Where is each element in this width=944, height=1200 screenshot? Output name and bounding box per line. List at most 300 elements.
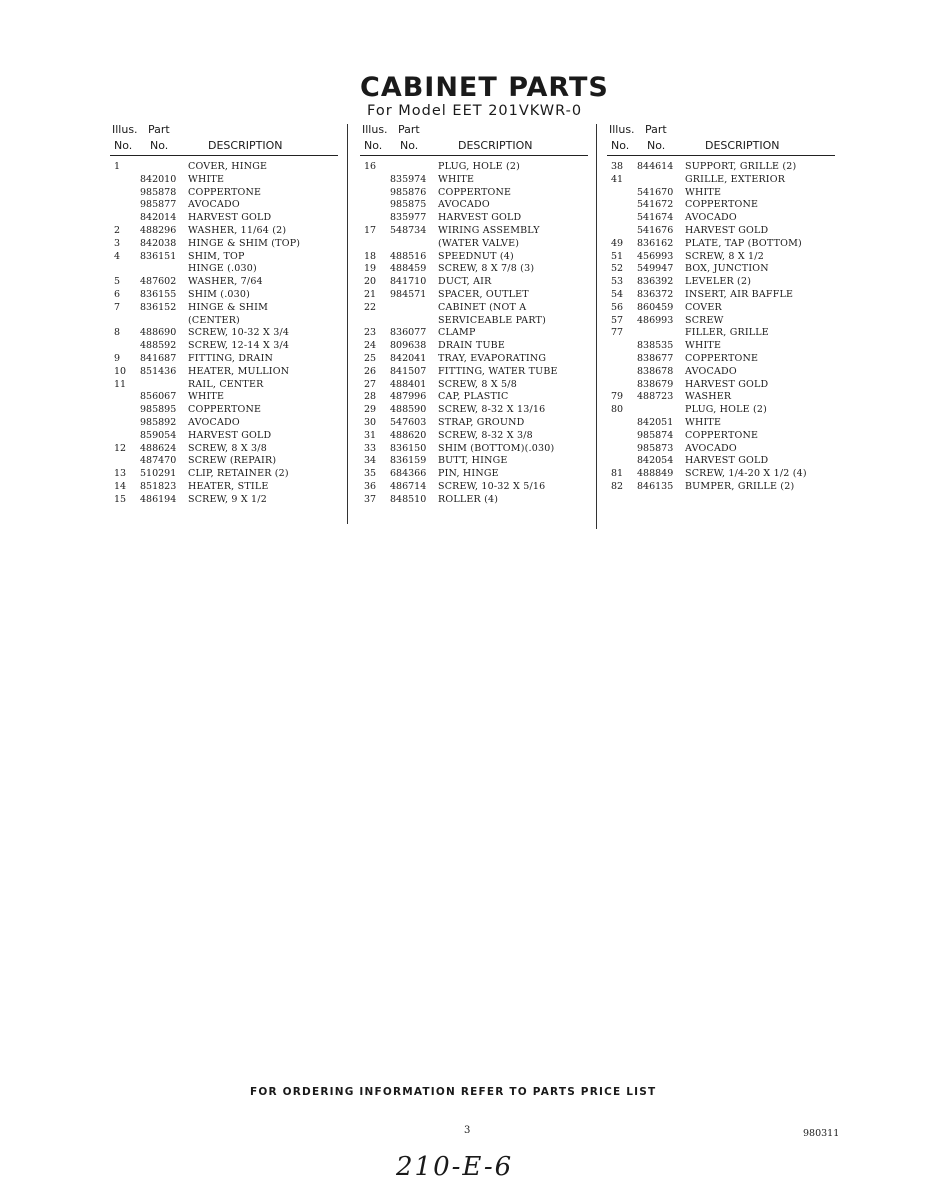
illus-number: 12 [114,442,127,454]
parts-row [110,212,338,225]
part-description: SCREW, 8 X 7/8 (3) [438,263,535,275]
illus-number: 79 [611,391,624,403]
header-description: DESCRIPTION [208,139,283,152]
parts-column-2 [360,121,588,507]
part-description: SHIM (BOTTOM)(.030) [438,442,555,454]
illus-number: 16 [364,161,377,172]
parts-rows [607,161,835,494]
illus-number: 25 [364,352,377,364]
parts-row [110,417,338,430]
part-description: INSERT, AIR BAFFLE [685,288,794,300]
parts-row [110,251,338,264]
part-description: COPPERTONE [685,429,759,441]
part-number: 985874 [637,429,674,441]
illus-number: 22 [364,301,377,313]
part-number: 549947 [637,263,674,275]
document-number: 980311 [803,1128,840,1139]
parts-row [110,404,338,417]
parts-row [607,302,835,315]
part-number: 842014 [140,212,177,224]
part-description: HARVEST GOLD [438,212,522,224]
part-description: STRAP, GROUND [438,416,525,428]
parts-row [110,315,338,328]
parts-row [110,327,338,340]
illus-number: 7 [114,301,121,313]
parts-row [110,494,338,507]
illus-number: 51 [611,250,624,262]
part-description: SCREW, 8-32 X 13/16 [438,404,546,416]
part-number: 486714 [390,480,427,492]
illus-number: 35 [364,468,377,480]
parts-row [360,404,588,417]
parts-row [607,199,835,212]
part-description: HARVEST GOLD [188,212,272,224]
illus-number: 82 [611,480,624,492]
illus-number: 9 [114,352,121,364]
part-number: 851436 [140,365,177,377]
parts-row [607,251,835,264]
part-number: 486993 [637,314,674,326]
part-description: WIRING ASSEMBLY [438,224,540,236]
part-description: ROLLER (4) [438,493,499,505]
illus-number: 21 [364,288,377,300]
header-part-no: No. [647,139,666,152]
parts-row [607,327,835,340]
part-description: CAP, PLASTIC [438,391,509,403]
parts-row [110,366,338,379]
parts-row [360,379,588,392]
parts-row [360,212,588,225]
parts-row [110,391,338,404]
part-number: 488624 [140,442,177,454]
parts-row [110,174,338,187]
parts-row [360,430,588,443]
part-number: 541672 [637,199,674,211]
parts-row [360,391,588,404]
part-number: 456993 [637,250,674,262]
part-description: WHITE [438,173,475,185]
part-number: 487470 [140,455,177,467]
parts-row [360,302,588,315]
part-description: HEATER, MULLION [188,365,290,377]
parts-row [110,161,338,174]
parts-row [360,340,588,353]
handwritten-note: 210-E-6 [396,1152,514,1182]
parts-row [360,353,588,366]
part-description: CABINET (NOT A [438,301,527,313]
part-number: 836162 [637,237,674,249]
part-description: (WATER VALVE) [438,237,520,249]
parts-row [360,161,588,174]
part-description: SCREW, 9 X 1/2 [188,493,267,505]
illus-number: 15 [114,493,127,505]
part-description: SUPPORT, GRILLE (2) [685,161,797,172]
part-description: DRAIN TUBE [438,340,505,352]
illus-number: 81 [611,468,624,480]
parts-row [360,225,588,238]
parts-row [360,455,588,468]
illus-number: 38 [611,161,624,172]
header-part-no: No. [400,139,419,152]
part-description: (CENTER) [188,314,240,326]
column-header [360,121,588,156]
part-description: HINGE & SHIM [188,301,269,313]
header-illus-no: No. [611,139,630,152]
part-number: 841507 [390,365,427,377]
parts-row [110,187,338,200]
part-description: FITTING, DRAIN [188,352,274,364]
part-description: DUCT, AIR [438,276,492,288]
part-number: 547603 [390,416,427,428]
parts-row [607,161,835,174]
part-number: 836372 [637,288,674,300]
parts-row [110,238,338,251]
part-number: 488590 [390,404,427,416]
part-number: 836159 [390,455,427,467]
parts-row [360,366,588,379]
part-description: WHITE [685,186,722,198]
part-number: 842010 [140,173,177,185]
illus-number: 13 [114,468,127,480]
illus-number: 14 [114,480,127,492]
illus-number: 5 [114,276,121,288]
illus-number: 52 [611,263,624,275]
header-part-no: No. [150,139,169,152]
illus-number: 77 [611,327,624,339]
part-number: 985878 [140,186,177,198]
parts-row [110,263,338,276]
part-number: 844614 [637,161,674,172]
parts-row [607,340,835,353]
parts-row [607,212,835,225]
illus-number: 57 [611,314,624,326]
parts-row [360,494,588,507]
part-description: AVOCADO [188,199,240,211]
part-number: 838535 [637,340,674,352]
parts-row [360,327,588,340]
illus-number: 54 [611,288,624,300]
part-description: SCREW, 10-32 X 3/4 [188,327,290,339]
parts-row [110,225,338,238]
parts-row [110,481,338,494]
part-description: FITTING, WATER TUBE [438,365,558,377]
header-illus: Illus. [362,123,388,136]
parts-row [607,187,835,200]
part-number: 488401 [390,378,427,390]
part-number: 541670 [637,186,674,198]
illus-number: 30 [364,416,377,428]
part-description: SCREW, 8 X 5/8 [438,378,517,390]
parts-row [110,289,338,302]
illus-number: 28 [364,391,377,403]
part-description: SHIM, TOP [188,250,245,262]
part-description: BOX, JUNCTION [685,263,769,275]
parts-row [110,199,338,212]
parts-row [607,263,835,276]
parts-row [607,238,835,251]
part-description: COVER, HINGE [188,161,268,172]
parts-row [360,417,588,430]
part-description: PIN, HINGE [438,468,499,480]
parts-rows [360,161,588,507]
part-number: 541674 [637,212,674,224]
part-description: AVOCADO [438,199,490,211]
part-number: 984571 [390,288,427,300]
header-description: DESCRIPTION [458,139,533,152]
header-part: Part [645,123,667,136]
part-description: COPPERTONE [685,352,759,364]
part-number: 985895 [140,404,177,416]
part-number: 487602 [140,276,177,288]
illus-number: 49 [611,237,624,249]
page-title: CABINET PARTS [360,72,609,103]
model-subtitle: For Model EET 201VKWR-0 [367,103,583,119]
part-number: 985876 [390,186,427,198]
part-number: 488690 [140,327,177,339]
part-number: 488620 [390,429,427,441]
illus-number: 17 [364,224,377,236]
part-number: 860459 [637,301,674,313]
part-number: 488296 [140,224,177,236]
illus-number: 3 [114,237,121,249]
illus-number: 19 [364,263,377,275]
parts-row [607,289,835,302]
part-description: PLUG, HOLE (2) [438,161,521,172]
illus-number: 26 [364,365,377,377]
parts-row [607,455,835,468]
parts-rows [110,161,338,507]
part-description: AVOCADO [685,212,737,224]
part-description: SHIM (.030) [188,288,251,300]
parts-row [110,379,338,392]
ordering-footer: FOR ORDERING INFORMATION REFER TO PARTS PRICE LIST [250,1086,657,1098]
illus-number: 8 [114,327,121,339]
part-description: SCREW, 8-32 X 3/8 [438,429,533,441]
part-description: WHITE [685,340,722,352]
part-description: COPPERTONE [188,404,262,416]
part-number: 488723 [637,391,674,403]
illus-number: 37 [364,493,377,505]
parts-row [110,340,338,353]
parts-row [360,315,588,328]
part-description: HARVEST GOLD [685,224,769,236]
part-number: 488592 [140,340,177,352]
part-number: 838679 [637,378,674,390]
parts-row [360,276,588,289]
part-number: 985875 [390,199,427,211]
illus-number: 6 [114,288,121,300]
part-number: 841710 [390,276,427,288]
part-description: CLAMP [438,327,476,339]
part-description: PLATE, TAP (BOTTOM) [685,237,802,249]
parts-row [607,174,835,187]
parts-row [110,302,338,315]
illus-number: 2 [114,224,121,236]
parts-row [607,430,835,443]
parts-row [607,379,835,392]
parts-row [360,468,588,481]
part-description: WHITE [685,416,722,428]
parts-row [360,187,588,200]
parts-row [607,276,835,289]
part-description: RAIL, CENTER [188,378,264,390]
column-divider [596,124,597,529]
part-number: 985877 [140,199,177,211]
parts-row [607,443,835,456]
part-number: 838677 [637,352,674,364]
part-description: WHITE [188,391,225,403]
illus-number: 10 [114,365,127,377]
part-description: CLIP, RETAINER (2) [188,468,289,480]
part-description: HARVEST GOLD [685,455,769,467]
part-number: 486194 [140,493,177,505]
illus-number: 27 [364,378,377,390]
part-description: AVOCADO [685,442,737,454]
part-description: PLUG, HOLE (2) [685,404,768,416]
column-header [110,121,338,156]
parts-row [360,443,588,456]
column-divider [347,124,348,524]
parts-row [360,251,588,264]
part-number: 848510 [390,493,427,505]
illus-number: 34 [364,455,377,467]
parts-row [607,315,835,328]
parts-row [110,468,338,481]
part-description: HEATER, STILE [188,480,269,492]
part-description: SCREW [685,314,724,326]
part-number: 835977 [390,212,427,224]
part-number: 838678 [637,365,674,377]
parts-row [110,353,338,366]
parts-row [360,199,588,212]
header-illus-no: No. [364,139,383,152]
header-illus: Illus. [112,123,138,136]
part-description: SCREW, 8 X 1/2 [685,250,764,262]
part-description: TRAY, EVAPORATING [438,352,547,364]
part-number: 842051 [637,416,674,428]
illus-number: 1 [114,161,121,172]
parts-row [607,417,835,430]
parts-row [607,468,835,481]
part-number: 548734 [390,224,427,236]
illus-number: 56 [611,301,624,313]
part-description: LEVELER (2) [685,276,752,288]
part-description: HINGE & SHIM (TOP) [188,237,301,249]
part-number: 684366 [390,468,427,480]
part-description: SCREW, 8 X 3/8 [188,442,267,454]
parts-row [607,481,835,494]
part-description: WHITE [188,173,225,185]
part-description: BUMPER, GRILLE (2) [685,480,795,492]
part-description: SPACER, OUTLET [438,288,529,300]
header-part: Part [398,123,420,136]
header-illus: Illus. [609,123,635,136]
part-description: FILLER, GRILLE [685,327,769,339]
part-number: 836151 [140,250,177,262]
parts-row [360,238,588,251]
part-number: 809638 [390,340,427,352]
parts-row [607,225,835,238]
parts-column-3 [607,121,835,494]
parts-row [607,404,835,417]
parts-row [360,481,588,494]
part-number: 488516 [390,250,427,262]
page-number: 3 [464,1125,471,1136]
illus-number: 53 [611,276,624,288]
illus-number: 23 [364,327,377,339]
column-header [607,121,835,156]
parts-column-1 [110,121,338,507]
part-number: 835974 [390,173,427,185]
part-description: AVOCADO [188,416,240,428]
parts-row [360,263,588,276]
header-description: DESCRIPTION [705,139,780,152]
part-number: 488459 [390,263,427,275]
parts-row [110,455,338,468]
parts-row [110,443,338,456]
part-description: BUTT, HINGE [438,455,508,467]
part-description: WASHER [685,391,732,403]
parts-row [607,353,835,366]
part-description: COPPERTONE [438,186,512,198]
part-description: COPPERTONE [188,186,262,198]
part-number: 842038 [140,237,177,249]
part-description: SCREW, 1/4-20 X 1/2 (4) [685,468,807,480]
part-description: WASHER, 7/64 [188,276,263,288]
part-number: 487996 [390,391,427,403]
part-number: 488849 [637,468,674,480]
illus-number: 20 [364,276,377,288]
part-number: 842041 [390,352,427,364]
part-description: WASHER, 11/64 (2) [188,224,287,236]
illus-number: 18 [364,250,377,262]
parts-row [607,366,835,379]
illus-number: 24 [364,340,377,352]
part-description: GRILLE, EXTERIOR [685,173,786,185]
part-description: HARVEST GOLD [685,378,769,390]
part-number: 836150 [390,442,427,454]
part-number: 842054 [637,455,674,467]
part-description: SCREW (REPAIR) [188,455,277,467]
illus-number: 31 [364,429,377,441]
part-number: 859054 [140,429,177,441]
illus-number: 41 [611,173,624,185]
part-description: COPPERTONE [685,199,759,211]
parts-row [607,391,835,404]
part-number: 856067 [140,391,177,403]
part-description: SCREW, 10-32 X 5/16 [438,480,546,492]
part-number: 836152 [140,301,177,313]
part-number: 841687 [140,352,177,364]
parts-row [360,174,588,187]
part-number: 851823 [140,480,177,492]
part-number: 541676 [637,224,674,236]
part-description: SCREW, 12-14 X 3/4 [188,340,290,352]
part-number: 510291 [140,468,177,480]
part-number: 836155 [140,288,177,300]
part-number: 985873 [637,442,674,454]
illus-number: 11 [114,378,127,390]
part-number: 846135 [637,480,674,492]
parts-row [360,289,588,302]
illus-number: 29 [364,404,377,416]
illus-number: 80 [611,404,624,416]
part-number: 836392 [637,276,674,288]
parts-row [110,276,338,289]
illus-number: 36 [364,480,377,492]
header-part: Part [148,123,170,136]
header-illus-no: No. [114,139,133,152]
